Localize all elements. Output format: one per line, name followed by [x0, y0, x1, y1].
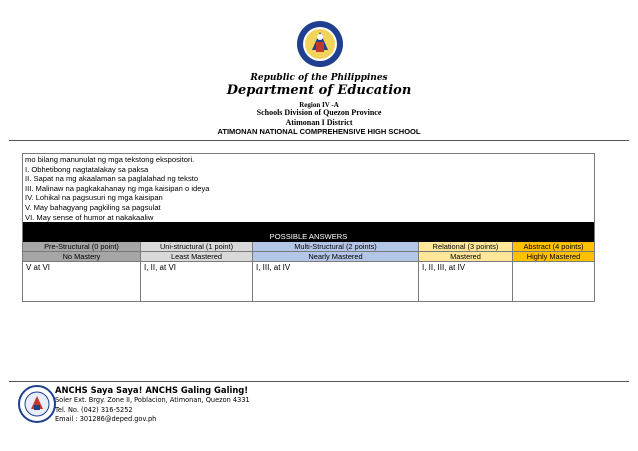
question-line: IV. Lohikal na pagsusuri ng mga kaisipan: [25, 193, 163, 203]
answer-cell: [513, 262, 594, 302]
republic-line: Republic of the Philippines: [250, 73, 388, 83]
region-line: Region IV -A: [299, 101, 339, 109]
school-name: ATIMONAN NATIONAL COMPREHENSIVE HIGH SCHOOL: [217, 127, 421, 136]
mastery-cell: Nearly Mastered: [253, 252, 419, 262]
school-telephone: Tel. No. (042) 316-5252: [55, 405, 133, 414]
header-divider: [9, 140, 629, 141]
mastery-cell: Least Mastered: [141, 252, 253, 262]
answer-cell: I, II, at VI: [141, 262, 253, 302]
answer-cell: V at VI: [23, 262, 141, 302]
mastery-cell: Mastered: [419, 252, 513, 262]
level-cell: Abstract (4 points): [513, 242, 594, 252]
division-line: Schools Division of Quezon Province: [256, 108, 382, 117]
level-cell: Pre-Structural (0 point): [23, 242, 141, 252]
question-line: III. Malinaw na pagkakahanay ng mga kaisipan o ideya: [25, 183, 210, 193]
school-seal-logo: [18, 385, 56, 423]
rubric-box: [22, 153, 595, 302]
department-name: Department of Education: [226, 83, 412, 98]
level-cell: Relational (3 points): [419, 242, 513, 252]
district-line: Atimonan I District: [285, 118, 353, 127]
question-text: [25, 155, 585, 222]
question-line: V. May bahagyang pagkiling sa pagsulat: [25, 202, 161, 212]
black-bar: [23, 222, 594, 232]
question-line: mo bilang manunulat ng mga tekstong ekspositori.: [25, 155, 195, 164]
level-cell: Multi-Structural (2 points): [253, 242, 419, 252]
deped-seal-logo: [296, 20, 344, 68]
footer-divider: [9, 381, 629, 382]
answer-cell: I, III, at IV: [253, 262, 419, 302]
school-email[interactable]: Email : 301286@deped.gov.ph: [55, 415, 157, 424]
question-line: VI. May sense of humor at nakakaaliw: [25, 212, 154, 222]
mastery-cell: Highly Mastered: [513, 252, 594, 262]
school-motto: ANCHS Saya Saya! ANCHS Galing Galing!: [55, 385, 249, 395]
answer-cell: I, II, III, at IV: [419, 262, 513, 302]
level-cell: Uni-structural (1 point): [141, 242, 253, 252]
footer-contact: [55, 384, 250, 425]
mastery-cell: No Mastery: [23, 252, 141, 262]
question-line: I. Obhetibong nagtatalakay sa paksa: [25, 164, 149, 174]
possible-answers-header: POSSIBLE ANSWERS: [23, 232, 594, 242]
question-line: II. Sapat na mg akaalaman sa paglalahad ng teksto: [25, 174, 199, 184]
school-address: Soler Ext. Brgy. Zone II, Poblacion, Atimonan, Quezon 4331: [55, 396, 250, 404]
